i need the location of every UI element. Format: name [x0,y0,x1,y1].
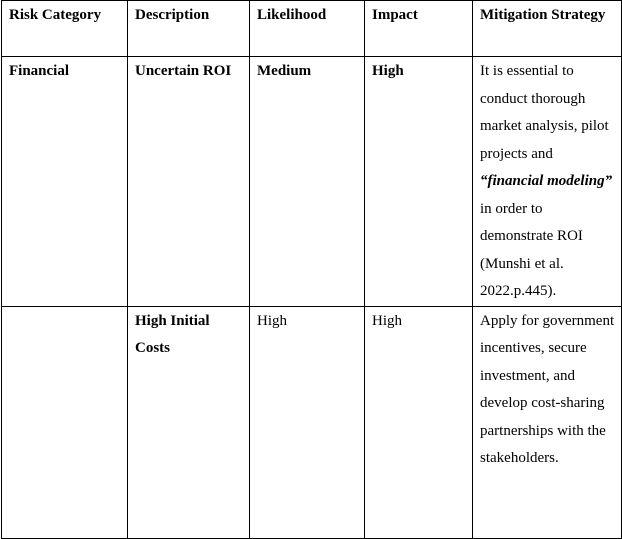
mitigation-text-before: It is essential to conduct thorough market analysis, pilot projects and [480,63,609,162]
cell-mitigation-strategy: Apply for government incentives, secure investment, and develop cost-sharing partnerships with the stakeholders. [473,306,622,538]
table-row [2,306,622,538]
risk-table [1,0,622,539]
header-impact: Impact [365,1,473,57]
cell-description: Uncertain ROI [128,57,250,307]
header-likelihood: Likelihood [250,1,365,57]
cell-impact: High [365,306,473,538]
header-mitigation-strategy: Mitigation Strategy [473,1,622,57]
mitigation-emphasis: “financial modeling” [480,173,613,189]
mitigation-text-after: in order to demonstrate ROI (Munshi et al. 2022.p.445). [480,200,583,299]
cell-likelihood: Medium [250,57,365,307]
table-row [2,57,622,307]
header-risk-category: Risk Category [2,1,128,57]
cell-description: High Initial Costs [128,306,250,538]
cell-impact: High [365,57,473,307]
header-row [2,1,622,57]
cell-risk-category [2,306,128,538]
header-description: Description [128,1,250,57]
cell-mitigation-strategy [473,57,622,307]
cell-likelihood: High [250,306,365,538]
cell-risk-category: Financial [2,57,128,307]
